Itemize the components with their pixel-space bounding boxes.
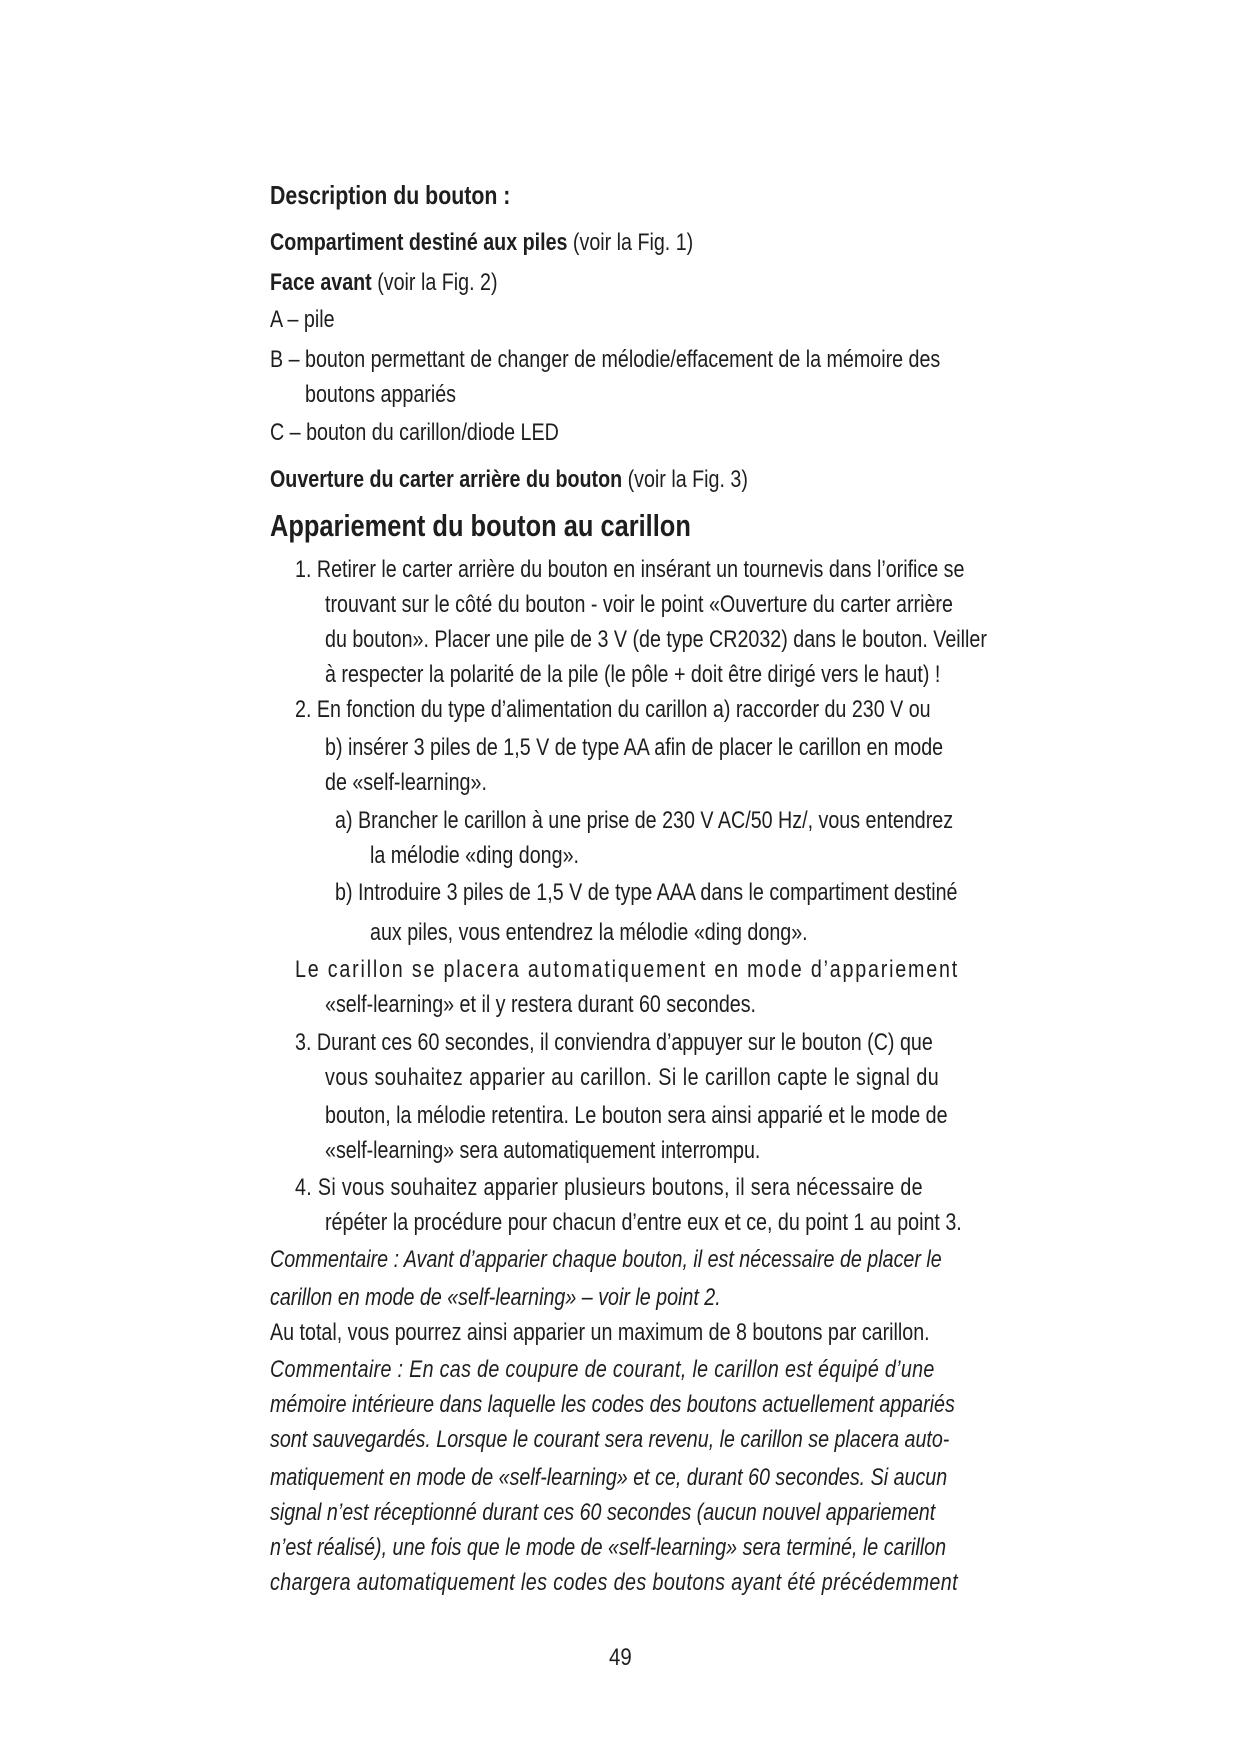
step3-line2: vous souhaitez apparier au carillon. Si le carillon capte le signal du (325, 1064, 940, 1091)
step4-line2: répéter la procédure pour chacun d’entre eux et ce, du point 1 au point 3. (325, 1209, 962, 1236)
compartiment-ref: (voir la Fig. 1) (567, 229, 694, 256)
face-line (270, 268, 498, 298)
face-ref: (voir la Fig. 2) (371, 269, 498, 296)
step1-line1: 1. Retirer le carter arrière du bouton en insérant un tournevis dans l’orifice se (295, 556, 965, 583)
page-number-text: 49 (609, 1644, 632, 1671)
pairing-heading: Appariement du bouton au carillon (270, 508, 691, 543)
compartiment-label: Compartiment destiné aux piles (270, 229, 568, 256)
step2a-line1: a) Brancher le carillon à une prise de 230 V AC/50 Hz/, vous entendrez (335, 807, 954, 834)
step3-line1: 3. Durant ces 60 secondes, il conviendra d’appuyer sur le bouton (C) que (295, 1029, 933, 1056)
step1-line3: du bouton». Placer une pile de 3 V (de type CR2032) dans le bouton. Veiller (325, 626, 987, 653)
comment2-line4: matiquement en mode de «self-learning» et ce, durant 60 secondes. Si aucun (270, 1464, 948, 1491)
auto-mode-line1: Le carillon se placera automatiquement en mode d’appariement (295, 956, 959, 983)
step1-line2: trouvant sur le côté du bouton - voir le point «Ouverture du carter arrière (325, 591, 953, 618)
step3-line4: «self-learning» sera automatiquement interrompu. (325, 1137, 761, 1164)
item-c: C – bouton du carillon/diode LED (270, 419, 559, 446)
item-b-line2: boutons appariés (305, 381, 456, 408)
step2b-line2: aux piles, vous entendrez la mélodie «ding dong». (370, 919, 808, 946)
comment1-line2: carillon en mode de «self-learning» – voir le point 2. (270, 1284, 721, 1311)
step2b-line1: b) Introduire 3 piles de 1,5 V de type AAA dans le compartiment destiné (335, 879, 958, 906)
section-title: Description du bouton : (270, 180, 511, 210)
item-b-line1: B – bouton permettant de changer de mélodie/effacement de la mémoire des (270, 346, 941, 373)
comment2-line5: signal n’est réceptionné durant ces 60 secondes (aucun nouvel appariement (270, 1499, 936, 1526)
ouverture-label: Ouverture du carter arrière du bouton (270, 466, 623, 493)
face-label: Face avant (270, 269, 372, 296)
item-a: A – pile (270, 306, 335, 333)
step1-line4: à respecter la polarité de la pile (le pôle + doit être dirigé vers le haut) ! (325, 661, 941, 688)
step2-line1: 2. En fonction du type d’alimentation du carillon a) raccorder du 230 V ou (295, 696, 931, 723)
ouverture-line (270, 465, 748, 495)
total-line: Au total, vous pourrez ainsi apparier un maximum de 8 boutons par carillon. (270, 1319, 930, 1346)
page-number (0, 1644, 1241, 1672)
comment2-line1: Commentaire : En cas de coupure de courant, le carillon est équipé d’une (270, 1356, 935, 1383)
ouverture-ref: (voir la Fig. 3) (622, 466, 748, 493)
comment2-line6: n’est réalisé), une fois que le mode de «self-learning» sera terminé, le carillon (270, 1534, 947, 1561)
step2a-line2: la mélodie «ding dong». (370, 842, 579, 869)
compartiment-line (270, 228, 693, 258)
step4-line1: 4. Si vous souhaitez apparier plusieurs boutons, il sera nécessaire de (295, 1174, 923, 1201)
auto-mode-line2: «self-learning» et il y restera durant 60 secondes. (325, 991, 757, 1018)
step2-line2: b) insérer 3 piles de 1,5 V de type AA afin de placer le carillon en mode (325, 734, 944, 761)
comment2-line3: sont sauvegardés. Lorsque le courant sera revenu, le carillon se placera auto- (270, 1426, 950, 1453)
comment2-line2: mémoire intérieure dans laquelle les codes des boutons actuellement appariés (270, 1391, 955, 1418)
step3-line3: bouton, la mélodie retentira. Le bouton sera ainsi apparié et le mode de (325, 1102, 948, 1129)
comment1-line1: Commentaire : Avant d’apparier chaque bouton, il est nécessaire de placer le (270, 1246, 942, 1273)
step2-line3: de «self-learning». (325, 769, 487, 796)
comment2-line7: chargera automatiquement les codes des boutons ayant été précédemment (270, 1569, 958, 1596)
